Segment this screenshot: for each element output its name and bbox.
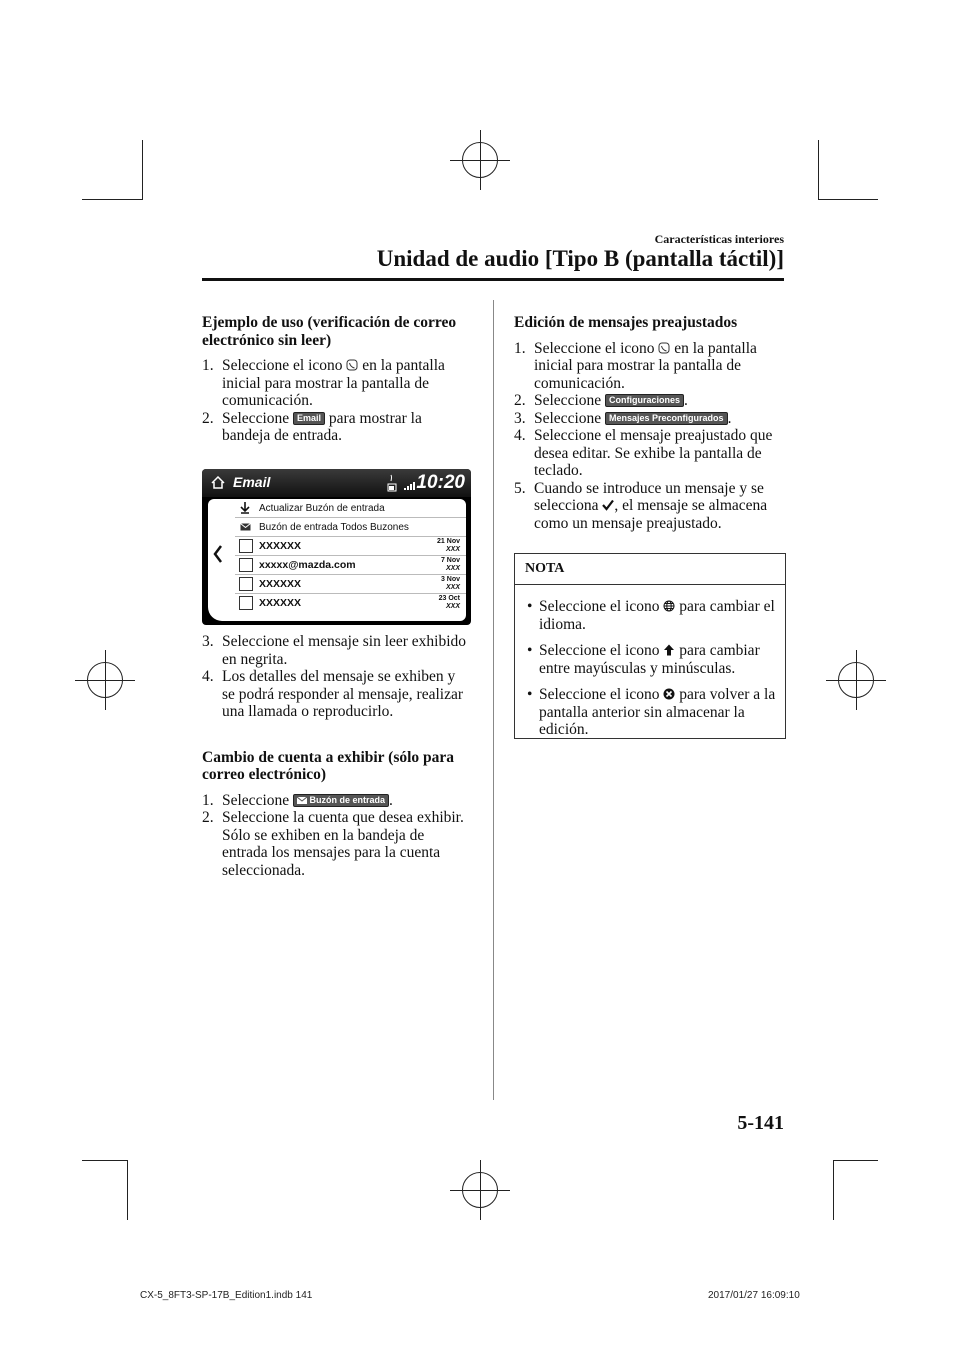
home-icon[interactable] bbox=[211, 476, 225, 489]
list-item: 4. Los detalles del mensaje se exhiben y se podrá responder al mensaje, realizar una llamada o reproducirlo. bbox=[202, 668, 463, 720]
globe-icon bbox=[663, 600, 675, 612]
list-item: 3. Seleccione Mensajes Preconfigurados . bbox=[514, 409, 732, 427]
email-button-chip: Email bbox=[293, 412, 325, 425]
contact-icon bbox=[239, 577, 253, 591]
registration-mark bbox=[75, 650, 135, 710]
page-title: Unidad de audio [Tipo B (pantalla táctil)] bbox=[376, 246, 784, 271]
back-chevron-icon[interactable] bbox=[213, 545, 223, 563]
message-row[interactable]: XXXXXX 21 Nov XXX bbox=[235, 537, 466, 556]
update-inbox-button[interactable]: Actualizar Buzón de entrada bbox=[235, 499, 466, 518]
steps-list-3 bbox=[202, 792, 472, 880]
list-item: 5. Cuando se introduce un mensaje y se selecciona , el mensaje se almacena como un mensaje preajustado. bbox=[514, 479, 768, 532]
contact-icon bbox=[239, 558, 253, 572]
section-heading-preset-messages: Edición de mensajes preajustados bbox=[514, 314, 738, 331]
registration-mark bbox=[826, 650, 886, 710]
inbox-panel bbox=[208, 499, 466, 621]
preset-messages-button-chip: Mensajes Preconfigurados bbox=[605, 412, 728, 425]
list-item: 1. Seleccione Buzón de entrada . bbox=[202, 791, 393, 809]
communication-icon bbox=[658, 342, 670, 354]
crop-mark bbox=[82, 199, 142, 200]
header-rule bbox=[202, 278, 784, 281]
crop-mark bbox=[833, 1160, 834, 1220]
cancel-icon bbox=[663, 688, 675, 700]
steps-list-2 bbox=[202, 633, 472, 721]
list-item: 2. Seleccione Email para mostrar la bandeja de entrada. bbox=[202, 409, 422, 444]
message-row[interactable]: XXXXXX 3 Nov XXX bbox=[235, 575, 466, 594]
note-box bbox=[514, 553, 786, 739]
settings-button-chip: Configuraciones bbox=[605, 394, 684, 407]
list-item: 1. Seleccione el icono en la pantalla inicial para mostrar la pantalla de comunicación. bbox=[514, 339, 757, 392]
inbox-button-chip: Buzón de entrada bbox=[293, 794, 389, 807]
list-item: 2. Seleccione la cuenta que desea exhibir. Sólo se exhiben en la bandeja de entrada los mensajes para la cuenta seleccionada. bbox=[202, 809, 464, 879]
screen-title: Email bbox=[233, 474, 271, 490]
crop-mark bbox=[82, 1160, 127, 1161]
message-row[interactable]: XXXXXX 23 Oct XXX bbox=[235, 594, 466, 613]
registration-mark bbox=[450, 130, 510, 190]
clock: 10:20 bbox=[416, 472, 465, 493]
note-item: • Seleccione el icono para volver a la pantalla anterior sin almacenar la edición. bbox=[527, 686, 776, 738]
section-heading-usage-example: Ejemplo de uso (verificación de correo electrónico sin leer) bbox=[202, 314, 457, 349]
print-slug-file: CX-5_8FT3-SP-17B_Edition1.indb 141 bbox=[140, 1290, 313, 1301]
list-item: 4. Seleccione el mensaje preajustado que desea editar. Se exhibe la pantalla de teclado. bbox=[514, 427, 773, 479]
email-screen bbox=[202, 469, 471, 625]
contact-icon bbox=[239, 539, 253, 553]
crop-mark bbox=[833, 1160, 878, 1161]
crop-mark bbox=[818, 199, 878, 200]
registration-mark bbox=[450, 1160, 510, 1220]
list-item: 1. Seleccione el icono en la pantalla inicial para mostrar la pantalla de comunicación. bbox=[202, 357, 445, 409]
note-item: • Seleccione el icono para cambiar el idioma. bbox=[527, 598, 775, 633]
contact-icon bbox=[239, 596, 253, 610]
column-divider bbox=[493, 300, 494, 1100]
steps-list-1 bbox=[202, 357, 472, 445]
print-slug-timestamp: 2017/01/27 16:09:10 bbox=[708, 1290, 800, 1301]
envelope-icon bbox=[297, 797, 307, 804]
note-header: NOTA bbox=[515, 554, 785, 585]
page-number: 5-141 bbox=[737, 1112, 784, 1134]
crop-mark bbox=[127, 1160, 128, 1220]
steps-list-preset bbox=[514, 340, 786, 533]
envelope-icon bbox=[240, 523, 251, 531]
inbox-selector[interactable]: Buzón de entrada Todos Buzones bbox=[235, 518, 466, 537]
right-column bbox=[514, 314, 786, 532]
crop-mark bbox=[818, 140, 819, 200]
note-item: • Seleccione el icono para cambiar entre mayúsculas y minúsculas. bbox=[527, 642, 760, 677]
message-row[interactable]: xxxxx@mazda.com 7 Nov XXX bbox=[235, 556, 466, 575]
signal-battery-icon bbox=[386, 474, 418, 494]
download-icon bbox=[240, 502, 250, 514]
note-list bbox=[525, 598, 779, 748]
section-label: Características interiores bbox=[654, 232, 784, 246]
communication-icon bbox=[346, 359, 358, 371]
section-heading-account: Cambio de cuenta a exhibir (sólo para correo electrónico) bbox=[202, 748, 455, 783]
left-column-lower bbox=[202, 633, 472, 879]
checkmark-icon bbox=[602, 499, 614, 511]
list-item: 3. Seleccione el mensaje sin leer exhibido en negrita. bbox=[202, 633, 467, 668]
left-column bbox=[202, 314, 472, 445]
shift-arrow-icon bbox=[663, 644, 675, 656]
crop-mark bbox=[142, 140, 143, 200]
list-item: 2. Seleccione Configuraciones . bbox=[514, 392, 688, 409]
